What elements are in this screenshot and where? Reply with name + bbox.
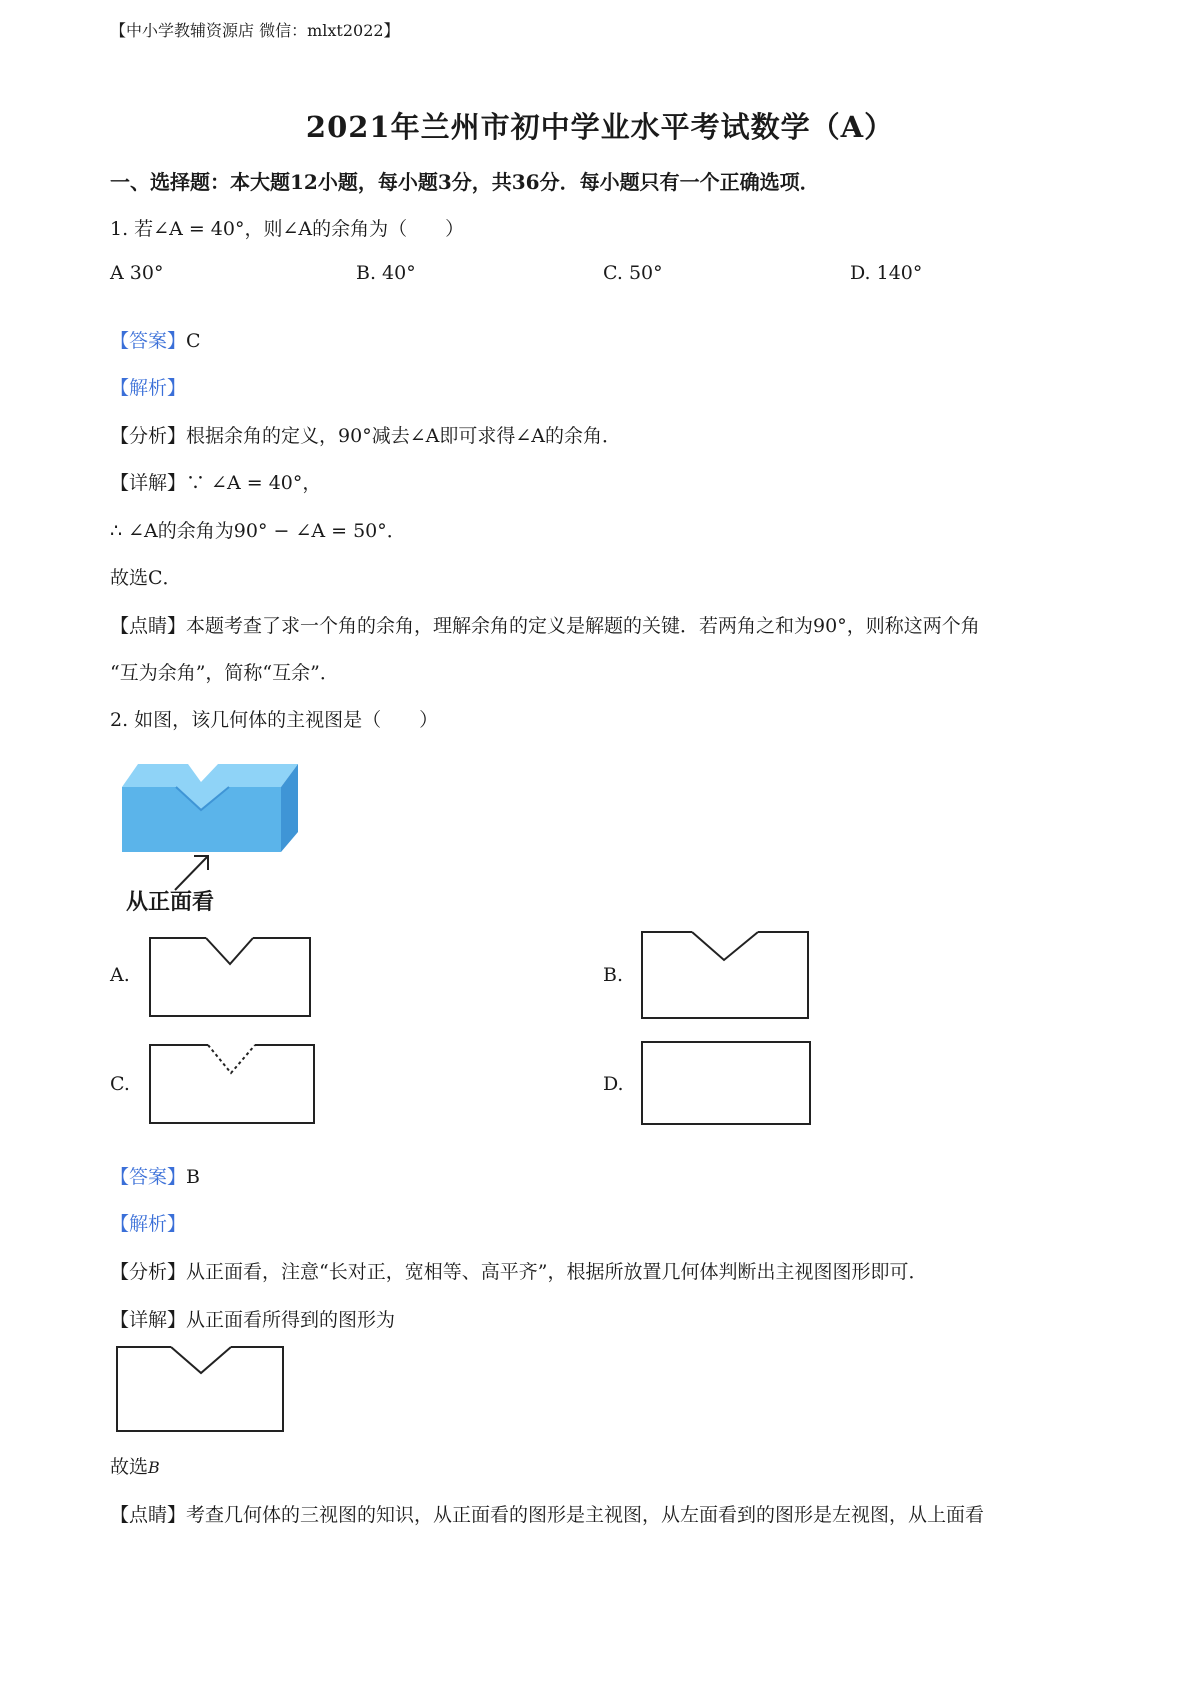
q1-answer xyxy=(110,326,201,353)
q2-option-c-label: C. xyxy=(110,1073,130,1095)
q1-step2: ∴ ∠A的余角为90° − ∠A = 50°． xyxy=(110,520,406,542)
q1-stem: 1. 若∠A = 40°，则∠A的余角为（ ） xyxy=(110,218,465,240)
q1-xiangjie xyxy=(110,468,321,495)
conclusion-text: 故选 xyxy=(110,1456,149,1478)
xiangjie-text: 从正面看所得到的图形为 xyxy=(186,1309,396,1331)
q2-stem: 2. 如图，该几何体的主视图是（ ） xyxy=(110,709,439,731)
q2-option-b-label: B. xyxy=(603,964,624,986)
answer-value: B xyxy=(186,1166,200,1188)
q2-answer xyxy=(110,1162,200,1189)
q2-option-d-label: D. xyxy=(603,1073,624,1095)
conclusion-letter: B xyxy=(148,1458,160,1477)
q1-dianjing xyxy=(110,611,980,638)
fenxi-tag: 【分析】 xyxy=(110,425,187,447)
q2-analysis-tag: 【解析】 xyxy=(110,1213,187,1235)
xiangjie-text: ∵ ∠A = 40°， xyxy=(186,472,322,494)
q2-option-b-figure xyxy=(640,930,810,1020)
q2-option-a-label: A. xyxy=(110,964,130,986)
answer-tag: 【答案】 xyxy=(110,330,187,352)
q2-answer-figure xyxy=(115,1345,285,1433)
q1-option-d: D. 140° xyxy=(850,262,923,284)
figure-label: 从正面看 xyxy=(126,890,215,915)
dianjing-tag: 【点睛】 xyxy=(110,615,187,637)
q2-option-d-figure xyxy=(640,1040,812,1126)
q2-fenxi xyxy=(110,1257,927,1284)
fenxi-tag: 【分析】 xyxy=(110,1261,187,1283)
xiangjie-tag: 【详解】 xyxy=(110,1309,187,1331)
q2-option-a-figure xyxy=(148,936,312,1018)
dianjing-text: 本题考查了求一个角的余角，理解余角的定义是解题的关键．若两角之和为90°，则称这两个角 xyxy=(186,615,980,637)
section-heading: 一、选择题：本大题12小题，每小题3分，共36分．每小题只有一个正确选项． xyxy=(110,170,820,194)
q1-fenxi xyxy=(110,421,621,448)
q1-conclusion: 故选C． xyxy=(110,567,182,589)
q2-option-c-figure xyxy=(148,1043,316,1125)
q1-option-b: B. 40° xyxy=(356,262,416,284)
q2-dianjing xyxy=(110,1500,984,1527)
q2-xiangjie xyxy=(110,1305,395,1332)
header-note: 【中小学教辅资源店 微信：mlxt2022】 xyxy=(110,21,400,40)
dianjing-text: 考查几何体的三视图的知识，从正面看的图形是主视图，从左面看到的图形是左视图，从上面看 xyxy=(186,1504,985,1526)
solid-figure xyxy=(118,752,303,852)
answer-tag: 【答案】 xyxy=(110,1166,187,1188)
xiangjie-tag: 【详解】 xyxy=(110,472,187,494)
q1-analysis-tag: 【解析】 xyxy=(110,377,187,399)
answer-value: C xyxy=(186,330,201,352)
fenxi-text: 从正面看，注意“长对正，宽相等、高平齐”，根据所放置几何体判断出主视图图形即可． xyxy=(186,1261,928,1283)
q1-dianjing-cont: “互为余角”，简称“互余”． xyxy=(110,662,339,684)
fenxi-text: 根据余角的定义，90°减去∠A即可求得∠A的余角． xyxy=(186,425,621,447)
document-title: 2021年兰州市初中学业水平考试数学（A） xyxy=(305,110,895,144)
q2-conclusion xyxy=(110,1452,160,1479)
dianjing-tag: 【点睛】 xyxy=(110,1504,187,1526)
q1-option-c: C. 50° xyxy=(603,262,663,284)
q1-option-a: A 30° xyxy=(110,262,164,284)
